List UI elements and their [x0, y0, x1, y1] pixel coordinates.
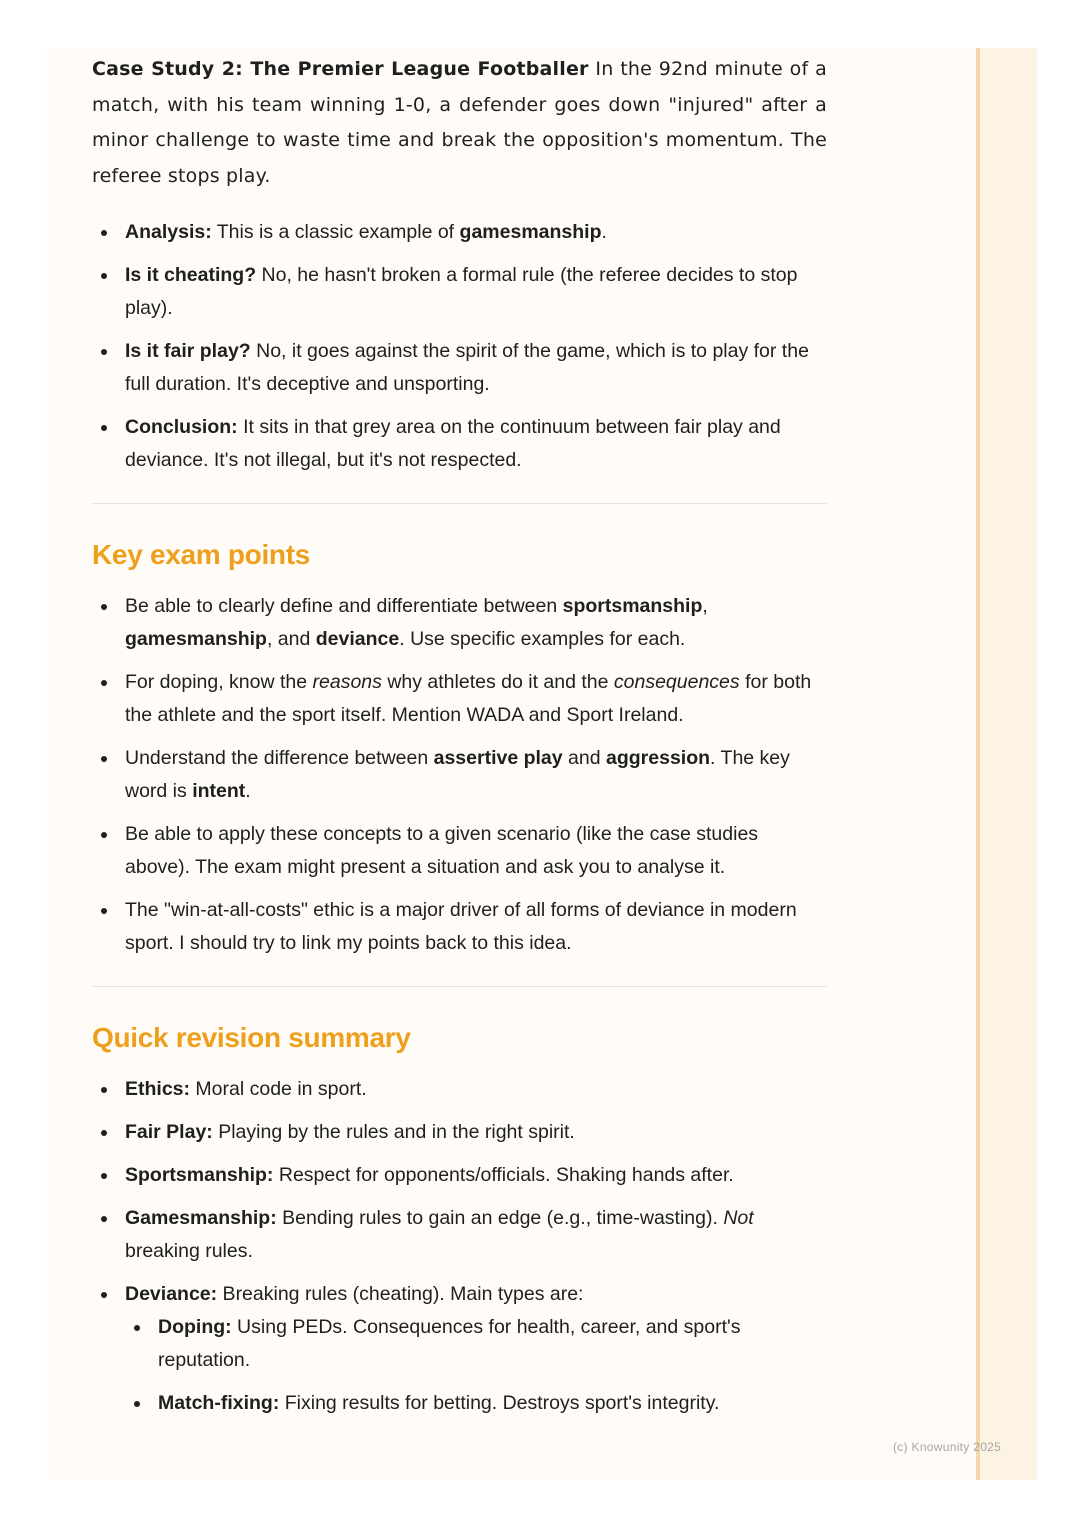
- text: For doping, know the: [125, 671, 313, 693]
- quick-revision-heading: Quick revision summary: [92, 1022, 411, 1053]
- text: . Use specific examples for each.: [399, 628, 686, 650]
- text: Playing by the rules and in the right spirit.: [212, 1121, 575, 1143]
- text: The "win-at-all-costs" ethic is a major driver of all forms of deviance in modern sport. I should try to link my points back to this idea.: [125, 899, 797, 954]
- summary-list: [92, 1073, 827, 1420]
- list-item: [92, 894, 827, 960]
- analysis-text: This is a classic example of: [211, 221, 460, 243]
- text: Be able to apply these concepts to a given scenario (like the case studies above). The exam might present a situation and ask you to analyse it.: [125, 823, 759, 878]
- list-item: [92, 1278, 827, 1420]
- gamesmanship-term: gamesmanship: [459, 221, 602, 243]
- text: Moral code in sport.: [190, 1078, 367, 1100]
- text: Fixing results for betting. Destroys sport's integrity.: [279, 1392, 720, 1414]
- list-item: [92, 666, 827, 732]
- conclusion-label: Conclusion:: [125, 416, 238, 438]
- text: for both the athlete and the sport itself. Mention WADA and Sport Ireland.: [125, 671, 812, 726]
- term-gamesmanship: gamesmanship: [125, 628, 267, 650]
- text: Using PEDs. Consequences for health, career, and sport's reputation.: [158, 1316, 741, 1371]
- fair-play-text: No, it goes against the spirit of the game, which is to play for the full duration. It's deceptive and unsporting.: [125, 340, 809, 395]
- analysis-label: Analysis:: [125, 221, 212, 243]
- gamesmanship-label: Gamesmanship:: [125, 1207, 277, 1229]
- text: . The key word is: [125, 747, 790, 802]
- term-reasons: reasons: [312, 671, 382, 693]
- term-assertive-play: assertive play: [433, 747, 563, 769]
- key-exam-list: [92, 590, 827, 960]
- term-sportsmanship: sportsmanship: [562, 595, 703, 617]
- fair-play-label: Is it fair play?: [125, 340, 251, 362]
- list-item: [92, 1116, 827, 1149]
- text: ,: [702, 595, 708, 617]
- text: and: [562, 747, 606, 769]
- term-deviance: deviance: [315, 628, 400, 650]
- list-item: [92, 590, 827, 656]
- case-analysis-list: [92, 216, 827, 477]
- case-study-paragraph: [92, 52, 827, 194]
- list-item: [92, 411, 827, 477]
- list-item: [92, 1073, 827, 1106]
- fair-play-label: Fair Play:: [125, 1121, 213, 1143]
- list-item: [125, 1387, 827, 1420]
- section-divider: [92, 986, 827, 987]
- deviance-types-list: [125, 1311, 827, 1420]
- text: why athletes do it and the: [381, 671, 614, 693]
- doping-label: Doping:: [158, 1316, 232, 1338]
- document-content: [92, 52, 827, 1430]
- text: Breaking rules (cheating). Main types are:: [217, 1283, 584, 1305]
- text: Be able to clearly define and differentiate between: [125, 595, 563, 617]
- deviance-label: Deviance:: [125, 1283, 218, 1305]
- match-fixing-label: Match-fixing:: [158, 1392, 280, 1414]
- case-study-title: Case Study 2: The Premier League Footballer: [92, 58, 589, 80]
- list-item: [92, 1202, 827, 1268]
- key-exam-heading: Key exam points: [92, 539, 311, 570]
- conclusion-text: It sits in that grey area on the continuum between fair play and deviance. It's not illegal, but it's not respected.: [125, 416, 781, 471]
- punctuation: .: [601, 221, 607, 243]
- section-divider: [92, 503, 827, 504]
- list-item: [92, 216, 827, 249]
- case-study-text: In the 92nd minute of a match, with his team winning 1-0, a defender goes down "injured" after a minor challenge to waste time and break the opposition's momentum. The referee stops play.: [92, 58, 827, 187]
- term-aggression: aggression: [606, 747, 711, 769]
- ethics-label: Ethics:: [125, 1078, 191, 1100]
- list-item: [92, 742, 827, 808]
- side-margin-strip: [976, 48, 1037, 1480]
- text: Respect for opponents/officials. Shaking hands after.: [273, 1164, 734, 1186]
- text: breaking rules.: [125, 1240, 253, 1262]
- cheating-text: No, he hasn't broken a formal rule (the referee decides to stop play).: [125, 264, 798, 319]
- text: , and: [266, 628, 316, 650]
- term-consequences: consequences: [613, 671, 740, 693]
- text: Understand the difference between: [125, 747, 434, 769]
- emphasis-not: Not: [723, 1207, 754, 1229]
- cheating-label: Is it cheating?: [125, 264, 257, 286]
- sportsmanship-label: Sportsmanship:: [125, 1164, 274, 1186]
- list-item: [92, 1159, 827, 1192]
- copyright-footer: (c) Knowunity 2025: [893, 1440, 1002, 1454]
- text: Bending rules to gain an edge (e.g., time-wasting).: [276, 1207, 724, 1229]
- list-item: [92, 259, 827, 325]
- list-item: [125, 1311, 827, 1377]
- term-intent: intent: [192, 780, 246, 802]
- list-item: [92, 335, 827, 401]
- text: .: [245, 780, 251, 802]
- list-item: [92, 818, 827, 884]
